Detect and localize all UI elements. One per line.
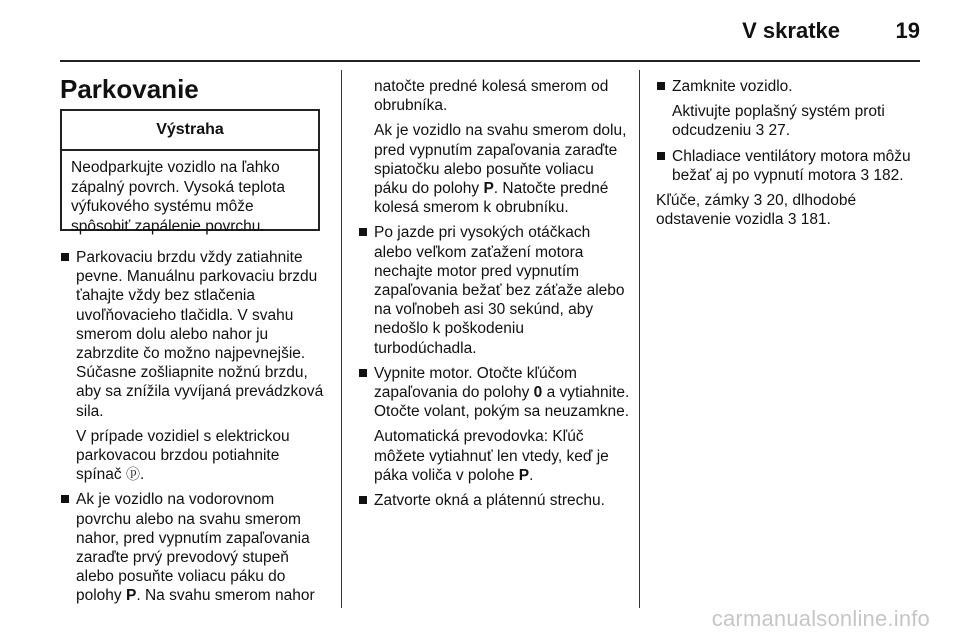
punctuation: . — [529, 466, 534, 484]
list-item-text: . Na svahu smerom nahor — [136, 587, 315, 605]
header-rule — [60, 60, 920, 62]
cross-reference-paragraph — [656, 191, 922, 229]
list-item — [358, 364, 630, 422]
list-item-text: Aktivujte poplašný systém proti odcudzeniu — [672, 103, 885, 140]
list-item: Zatvorte okná a plátennú strechu. — [358, 491, 630, 510]
page-reference-link[interactable]: 181. — [800, 211, 831, 229]
page-reference-icon: 3 — [787, 211, 797, 229]
cross-reference-text: Kľúče, zámky — [656, 192, 750, 210]
list-item-sub — [358, 121, 630, 217]
watermark: carmanualsonline.info — [711, 606, 930, 631]
list-item — [60, 490, 326, 605]
warning-text: Neodparkujte vozidlo na ľahko zápalný povrch. Vysoká teplota výfukového systému môže spôsobiť zapálenie povrchu. — [71, 159, 285, 235]
gear-position-p: P — [126, 587, 137, 605]
list-item-text: Parkovaciu brzdu vždy zatiahnite pevne. Manuálnu parkovaciu brzdu ťahajte vždy bez stlačenia uvoľňovacieho tlačidla. V svahu smerom dolu alebo nahor ju zabrzdite čo možno najpevnejšie. Súčasne zošliapnite nožnú brzdu, aby sa znížila vyvíjaná prevádzková sila. — [76, 249, 324, 420]
column-divider-2 — [639, 70, 640, 608]
gear-position-p: P — [483, 180, 494, 198]
page-reference-link[interactable]: 27. — [768, 122, 791, 140]
page-number: 19 — [895, 18, 920, 43]
gear-position-p: P — [518, 466, 530, 484]
list-item-text: Automatická prevodovka: Kľúč môžete vytiahnuť len vtedy, keď je páka voliča v polohe — [374, 428, 609, 484]
page-reference-icon: 3 — [860, 166, 870, 184]
warning-box — [60, 109, 320, 235]
warning-title: Výstraha — [62, 111, 318, 151]
page-reference-link[interactable]: 182. — [873, 166, 904, 184]
punctuation: . — [139, 466, 145, 484]
page-reference-link[interactable]: 20, dlhodobé odstavenie vozidla — [656, 192, 857, 229]
ignition-position-0: 0 — [533, 384, 543, 402]
list-item-sub — [60, 427, 326, 485]
list-item: Po jazde pri vysokých otáčkach alebo veľkom zaťažení motora nechajte motor pred vypnutím zapaľovania bežať bez záťaže alebo na voľnobeh asi 30 sekúnd, aby nedošlo k poškodeniu turbodúchadla. — [358, 223, 630, 357]
list-item-text: Vypnite motor. Otočte kľúčom zapaľovania do polohy — [374, 364, 577, 402]
page-reference-icon: 3 — [755, 122, 765, 140]
list-item-text: . Natočte predné kolesá smerom k obrubníku. — [374, 180, 609, 217]
list-item-text: a vytiahnite. Otočte volant, pokým sa neuzamkne. — [374, 384, 630, 421]
list-item-sub — [656, 102, 922, 140]
column-1 — [60, 248, 326, 606]
list-item-continuation: natočte predné kolesá smerom od obrubníka. — [374, 78, 609, 115]
page-reference-icon: 3 — [753, 192, 763, 210]
column-2 — [358, 77, 630, 510]
list-item — [60, 248, 326, 421]
list-item — [656, 147, 922, 185]
list-item-text: Chladiace ventilátory motora môžu bežať aj po vypnutí motora — [672, 147, 911, 184]
section-title: Parkovanie — [60, 74, 199, 104]
column-divider-1 — [341, 70, 342, 608]
header-title: V skratke — [742, 18, 840, 43]
list-item: Zamknite vozidlo. — [656, 77, 922, 96]
list-item-text: Ak je vozidlo na vodorovnom povrchu alebo na svahu smerom nahor, pred vypnutím zapaľovania zaraďte prvý prevodový stupeň alebo posuňte voliacu páku do polohy — [76, 491, 310, 605]
column-3 — [656, 77, 922, 229]
list-item-text: V prípade vozidiel s elektrickou parkovacou brzdou potiahnite spínač — [76, 427, 290, 484]
list-item-text: Ak je vozidlo na svahu smerom dolu, pred vypnutím zapaľovania zaraďte spiatočku alebo posuňte voliacu páku do polohy — [374, 122, 627, 198]
list-item-sub — [358, 427, 630, 485]
parking-brake-switch-icon: ⓟ — [125, 466, 140, 483]
